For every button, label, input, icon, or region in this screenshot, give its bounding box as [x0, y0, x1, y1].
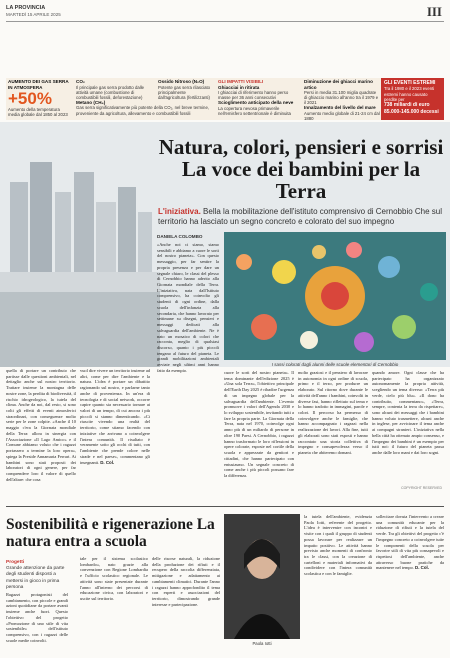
mosaic-caption: I sassi colorati dagli alunni delle scuole elementari di Cernobbio — [271, 362, 399, 367]
sea-level-desc: Aumento medio globale di 21-24 cm dal 1880 — [304, 110, 380, 122]
headline-line2: La voce dei bambini per la Terra — [181, 157, 421, 204]
glaciers-desc: I ghiacciai di riferimento hanno perso masse per 36 anni consecutivi — [218, 90, 289, 101]
article-column-2 — [80, 368, 150, 492]
colored-stones-photo — [224, 232, 446, 360]
publication-date: MARTEDÌ 15 APRILE 2025 — [6, 12, 61, 17]
lede — [158, 207, 444, 227]
second-column-5 — [376, 514, 444, 654]
article-column-5: molto graziosi e il pensiero di lavorare in autonomia in ogni ordine di scuola, primo e il terzo, per produrre un elaborato. Sul ritorno dove durante le attività dell'anno i bambini, coinvolti in diverse fasi, hanno riflettuto sul tema e lo hanno tradotto in immagini, parole e colori. Il percorso ha permesso di coinvolgere anche le famiglie, che hanno accompagnato i ragazzi nella realizzazione dei lavori. Alla fine, tutti gli elaborati sono stati esposti e hanno raccontato una storia collettiva di impegno e consapevolezza verso il pianeta che abiteremo domani. — [298, 370, 368, 456]
second-kicker-text: Grande attenzione da parte degli studenti disposti a mettersi in gioco in prima persona — [6, 566, 65, 590]
article-column-2-text: vuol dire vivere un territorio insieme ad altri, come per dire l'ambiente e la natura. L'idea è portare un dibattito ragionando sul nostro, e parlarne tanto anche di provenienza. In un'era di tecnologia e di social network, occorre capire quanto sia necessario tornare ai valori di un tempo, di cui ancora i più piccoli si stanno dimenticando. «Ci riuscite vivendo una realtà del territorio, come stiamo facendo con iniziative che arrivano a coinvolgere l'intera comunità. Il risultato è veramente sotto gli occhi di tutti, con l'ambiente che prende colore nelle strade e nel paese», commentano gli insegnanti. — [80, 368, 150, 465]
article-column-6: quando amore. Ogni classe che ha partecipato ha organizzato autonomamente la propria attività, scegliendo un tema diverso: «Terra più verde, cielo più blu». «Il dono ha contribuito, commentano», «Terra, sempre, contenta la terra da rispettare», sono alcuni dei messaggi che i bambini hanno voluto trasmettere, alcuni anche in inglese, per avvicinare il tema anche ai compagni stranieri. L'iniziativa nella bella città ha ottenuto ampio consenso, e l'impegno dei bambini è un esempio per tutti noi: il futuro del pianeta passa anche dalle loro mani e dai loro sogni. — [372, 370, 444, 456]
arctic-desc: Persi in media 31.100 miglia quadrate di ghiaccio marino all'anno tra il 1979 e il 2021 — [304, 90, 379, 106]
portrait-caption: Paola Iotti — [252, 641, 272, 646]
snow-desc: La copertura nevosa primaverile nell'emisfero settentrionale è diminuita — [218, 105, 291, 116]
article-signature: D. Col. — [100, 459, 115, 465]
arctic-info — [304, 79, 380, 121]
second-column-4: la tutela dell'ambiente, evidenzia Paola Iotti, referente del progetto. L'idea è intervenire con incontri e visite con i quali il gruppo di studenti possa lavorare per realizzare un impatto positivo. Le attività hanno previsto anche momenti di confronto tra le classi, con la creazione di cartelloni e materiali informativi da condividere con l'intera comunità scolastica e con le famiglie. — [304, 514, 372, 577]
headline-line1: Natura, colori, pensieri e sorrisi — [158, 135, 444, 159]
second-column-3: delle risorse naturali, la riduzione della produzione dei rifiuti e il recupero della raccolta differenziata, mitigazione e adattamento ai cambiamenti climatici. Durante l'anno i ragazzi hanno approfondito il tema con esperti e associazioni del territorio, dimostrando grande interesse e partecipazione. — [152, 556, 220, 607]
second-column-1: Ragazzi protagonisti del cambiamento, con piccole e grandi azioni quotidiane da portare avanti insieme anche fuori. Questo l'obiettivo del progetto «Promozione di uno stile di vita sostenibile» dell'istituto comprensivo, con i ragazzi delle scuole medie coinvolti. — [6, 592, 68, 643]
ghg-desc: Aumento della temperatura media globale dal 1850 al 2023 — [8, 107, 68, 118]
article-column-3: «Anche noi ci siamo, siamo sensibili e abbiamo a cuore le sorti del nostro pianeta». Con questo messaggio, per far sentire la propria presenza e per dare un segnale chiaro, le classi del plesso di Cernobbio hanno aderito alla Giornata mondiale della Terra. L'iniziativa, nata dall'Istituto comprensivo, ha coinvolto gli studenti di ogni ordine, dalla scuola dell'infanzia alla secondaria, che hanno lavorato per settimane su disegni, pensieri e messaggi dedicati alla salvaguardia dell'ambiente. Ne è nato un mosaico di colori che racconta, meglio di qualsiasi discorso, quanto i più piccoli tengano al futuro del pianeta. Le grandi mobilitazioni ambientali avviate negli ultimi anni hanno fatto da esempio. — [157, 242, 219, 373]
ghg-title: AUMENTO DEI GAS SERRA IN ATMOSFERA — [8, 79, 69, 90]
ghg-percent: +50% — [8, 89, 52, 108]
extreme-cost: 738 miliardi di euro — [384, 102, 430, 109]
co2-desc: Il principale gas serra prodotto dalle attività umane (combustione di combustibili fossili, deforestazione) — [76, 84, 145, 100]
publication-name: LA PROVINCIA — [6, 5, 46, 11]
n2o-desc: Potente gas serra rilasciato principalmente dall'agricoltura (fertilizzanti) — [158, 84, 211, 100]
main-headline-block — [158, 136, 444, 227]
copyright-credit: COPYRIGHT RESERVED — [401, 486, 442, 490]
ghg-increase — [8, 79, 70, 117]
snow-title: Scioglimento anticipato della neve — [218, 100, 294, 106]
portrait-photo — [224, 514, 300, 639]
arctic-title: Diminuzione dei ghiacci marino artico — [304, 79, 373, 90]
section-divider — [6, 506, 444, 507]
lede-text: Bella la mobilitazione dell'istituto comprensivo di Cernobbio Che sul territorio ha lasciato un segno concreto e colorato del suo impegno — [158, 207, 443, 227]
lede-kicker: L'iniziativa. — [158, 207, 201, 217]
stones-mosaic — [224, 232, 446, 360]
extreme-events-box — [381, 78, 444, 120]
second-column-5-text: sollecitare dovuta l'intervento a creare una comunità educante per la riduzione di rifiuti e la tutela del verde. Tra gli obiettivi del progetto c'è l'impegno concreto a coinvolgere tutte le componenti della scuola per favorire stili di vita più consapevoli e rispettosi dell'ambiente, anche attraverso buone pratiche da mantenere nel tempo. — [376, 514, 444, 571]
article-column-4: cuore le sorti del nostro pianeta». Il tema dominante dell'edizione 2025 è «Una sola Terra», l'obiettivo principale dell'Earth Day 2025 è ribadire l'urgenza di un impegno globale per la salvaguardia dell'ambiente. L'evento promuove i valori dell'Agenda 2030 e lo sviluppo sostenibile, invitando tutti a fare la propria parte. La Giornata della Terra, nata nel 1970, coinvolge ogni anno più di un miliardo di persone in oltre 190 Paesi. A Cernobbio, i ragazzi hanno trasformato le loro riflessioni in opere colorate, esposte nel cortile della scuola e apprezzate da genitori e cittadini, che hanno partecipato con entusiasmo. Un segnale concreto di come anche i più piccoli possano fare la differenza. — [224, 370, 294, 478]
n2o-info — [158, 79, 213, 100]
extreme-title: GLI EVENTI ESTREMI — [384, 80, 436, 86]
methane-desc: Gas serra significativamente più potente della CO₂, nel breve termine, proveniente da agricoltura, allevamento e combustibili fossili — [76, 105, 210, 116]
byline: DANIELA COLOMBO — [157, 234, 203, 239]
sea-level-title: Innalzamento del livello del mare — [304, 105, 376, 111]
impacts-info — [218, 79, 300, 116]
second-kicker — [6, 560, 66, 591]
article-column-1: quella di portare un contributo che partisse dalle questioni ambientali, nel dettaglio anche sul nostro territorio. Trattare insieme la montagna delle nostre zone, la perdita di biodiversità, il rischio idrogeologico, la tutela del clima. Anche da noi, dal resto, si sono colti gli effetti di eventi atmosferici straordinari, con conseguenze molto serie per le zone colpite. «Anche il 10 maggio c'era la Giornata mondiale della Terra: allora in sinergia con l'Associazione «Il Lago Amico» e il Comune abbiamo voluto che i ragazzi portassero a termine la loro opera», spiega la Preside Annamaria Ferrari. Ai bambini sono stati proposti dei laboratori di ogni genere, per far comprendere loro il valore di quello dell'altare: che cosa — [6, 368, 76, 482]
page-number: III — [426, 4, 442, 19]
portrait-illustration — [224, 514, 300, 639]
climate-infobox — [6, 78, 444, 120]
second-headline: Sostenibilità e rigenerazione La natura entra a scuola — [6, 516, 215, 551]
methane-title: Metano (CH₄) — [76, 99, 106, 105]
header-divider — [6, 21, 444, 22]
impacts-title: GLI IMPATTI VISIBILI — [218, 79, 264, 84]
extreme-deaths: 85.000-145.000 decessi — [384, 108, 439, 115]
second-kicker-title: Progetti — [6, 560, 25, 565]
glaciers-title: Ghiacciai in ritirata — [218, 84, 260, 90]
second-column-2: tale per il sistema scolastico lombardo», nato grazie alla convenzione con Regione Lombardia e l'ufficio scolastico regionale. Le attività sono state presentate durante l'anno all'interno dei percorsi di educazione civica, con laboratori e uscite sul territorio. — [80, 556, 148, 602]
co2-title: CO₂ — [76, 79, 85, 84]
n2o-title: Ossido Nitroso (N₂O) — [158, 79, 205, 84]
extreme-text: Tra il 1980 e il 2023 eventi estremi hanno causato perdite per — [384, 86, 435, 102]
second-signature: D. Col. — [415, 565, 429, 571]
